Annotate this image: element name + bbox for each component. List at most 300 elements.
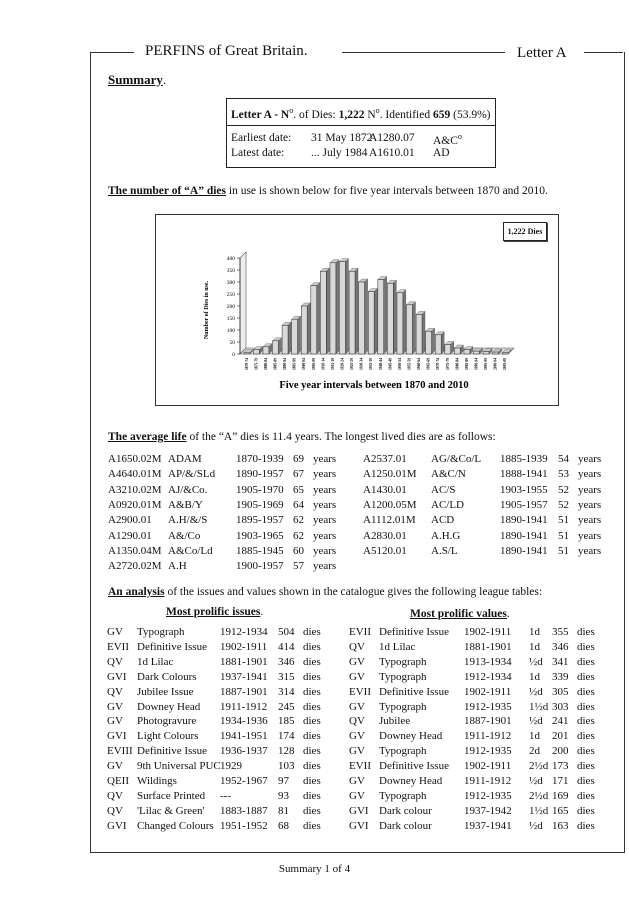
bar-chart [0,0,629,420]
longest-lived-row-yrs: 64 [293,498,304,511]
value-row-unit: dies [577,700,595,713]
avglife-intro: The average life of the “A” dies is 11.4 years. The longest lived dies are as follows: [108,431,496,443]
value-row-issue: Definitive Issue [379,626,449,638]
issue-row-issue: Photogravure [137,715,197,728]
x-tick-label: 1900-04 [302,358,307,370]
bar [349,271,355,354]
longest-lived-row-range: 1900-1957 [236,560,284,573]
x-tick-label: 1980-84 [455,358,460,370]
bar [311,286,317,354]
value-row-n: 165 [552,804,569,817]
bar [445,344,451,354]
bar [464,350,470,354]
longest-lived-row-range: 1903-1965 [236,529,284,542]
value-row-n: 201 [552,730,569,743]
longest-lived-row-die: A2830.01 [363,529,407,542]
x-tick-label: 1875-79 [254,358,259,370]
issue-row-range: 1887-1901 [220,685,268,698]
value-row-reign: GV [349,700,365,713]
latest-label: Latest date: [231,147,285,159]
longest-lived-row-yrs: 67 [293,468,304,481]
issue-row-n: 414 [278,640,295,653]
value-row-unit: dies [577,819,595,832]
issue-row-n: 346 [278,655,295,668]
issue-row-reign: GVI [107,730,127,743]
longest-lived-row-die: A1290.01 [108,529,152,542]
value-row-issue: Typograph [379,670,427,683]
longest-lived-row-unit: years [313,544,337,557]
issue-row-issue: Jubilee Issue [137,685,194,698]
value-row-val: 2½d [529,760,549,773]
issue-row-unit: dies [303,700,321,713]
earliest-die: A1280.07 [369,132,415,144]
bar-side [355,268,358,354]
value-row-reign: GV [349,655,365,668]
longest-lived-row-unit: years [578,514,602,527]
x-tick-label: 1975-79 [445,358,450,370]
longest-lived-row-range: 1905-1969 [236,498,284,511]
value-row-reign: GV [349,670,365,683]
issue-row-n: 128 [278,745,295,758]
value-row-issue: Typograph [379,700,427,713]
longest-lived-row-range: 1895-1957 [236,514,284,527]
longest-lived-row-yrs: 51 [558,529,569,542]
value-row-val: 1d [529,640,540,653]
issue-row-reign: QV [107,789,123,802]
longest-lived-row-name: AG/&Co/L [431,453,482,465]
issue-row-n: 93 [278,789,289,802]
value-row-range: 1937-1941 [464,819,512,832]
issue-row-unit: dies [303,640,321,653]
latest-code: AD [433,147,450,159]
value-row-n: 200 [552,745,569,758]
longest-lived-row-die: A5120.01 [363,544,407,557]
y-tick-label: 400 [226,256,235,262]
summary-heading: Summary. [108,72,167,87]
issue-row-n: 504 [278,626,295,638]
value-row-n: 303 [552,700,569,713]
x-tick-label: 2000-04 [493,358,498,370]
bar [359,282,365,354]
longest-lived-row-yrs: 62 [293,514,304,527]
value-row-range: 1937-1942 [464,804,512,817]
issue-row-issue: Dark Colours [137,670,197,683]
bar-side [345,259,348,354]
latest-date: ... July 1984 [311,147,368,159]
x-axis-title: Five year intervals between 1870 and 2010 [279,380,469,391]
issues-title: Most prolific issues. [166,606,264,618]
longest-lived-row-yrs: 51 [558,514,569,527]
longest-lived-row-name: A&Co/Ld [168,544,213,557]
value-row-reign: GVI [349,804,369,817]
issue-row-range: 1883-1887 [220,804,268,817]
x-tick-label: 1995-99 [484,358,489,370]
value-row-range: 1887-1901 [464,715,512,728]
value-row-reign: EVII [349,760,371,773]
longest-lived-row-unit: years [313,529,337,542]
longest-lived-row-yrs: 53 [558,468,569,481]
value-row-reign: GV [349,775,365,787]
longest-lived-row-die: A0920.01M [108,498,162,511]
longest-lived-row-range: 1890-1941 [500,514,548,527]
y-tick-label: 300 [226,280,235,286]
longest-lived-row-unit: years [578,468,602,481]
value-row-reign: GV [349,745,365,758]
value-row-n: 169 [552,789,569,802]
x-tick-label: 1925-29 [350,358,355,370]
value-row-range: 1912-1935 [464,789,512,802]
x-tick-label: 1905-09 [311,358,316,370]
earliest-label: Earliest date: [231,132,292,144]
issue-row-unit: dies [303,730,321,743]
longest-lived-row-range: 1905-1957 [500,498,548,511]
longest-lived-row-unit: years [313,483,337,496]
issue-row-reign: EVIII [107,745,133,758]
bar-side [384,277,387,354]
x-tick-label: 1920-24 [340,358,345,370]
value-row-unit: dies [577,775,595,787]
dies-badge: 1,222 Dies [503,222,547,241]
value-row-reign: EVII [349,685,371,698]
value-row-val: 1d [529,670,540,683]
longest-lived-row-range: 1890-1941 [500,529,548,542]
value-row-unit: dies [577,745,595,758]
summary-dies-line: Letter A - $N^o$. of Dies: 1,222 $N^o$. Identified 659 (53.9%) [231,106,491,121]
value-row-reign: QV [349,640,365,653]
x-tick-label: 1935-39 [369,358,374,370]
longest-lived-row-die: A3210.02M [108,483,162,496]
x-tick-label: 1870-74 [244,358,249,370]
bar [454,348,460,354]
issue-row-range: 1937-1941 [220,670,268,683]
longest-lived-row-die: A1112.01M [363,514,416,527]
value-row-issue: Typograph [379,745,427,758]
issue-row-range: 1929 [220,760,242,773]
value-row-range: 1912-1935 [464,745,512,758]
longest-lived-row-name: AC/S [431,483,456,496]
bar [474,351,480,354]
bar-side [412,302,415,354]
longest-lived-row-yrs: 65 [293,483,304,496]
issue-row-reign: QV [107,685,123,698]
longest-lived-row-die: A1250.01M [363,468,417,481]
issue-row-reign: QV [107,804,123,817]
longest-lived-row-unit: years [578,453,602,465]
longest-lived-row-range: 1905-1970 [236,483,284,496]
longest-lived-row-die: A2900.01 [108,514,152,527]
chart-side-wall [240,252,246,354]
bar-side [307,303,310,354]
longest-lived-row-unit: years [578,483,602,496]
value-row-val: 2½d [529,789,549,802]
issue-row-range: 1881-1901 [220,655,268,668]
value-row-reign: EVII [349,626,371,638]
value-row-reign: GV [349,789,365,802]
issue-row-range: 1936-1937 [220,745,268,758]
bar-side [298,316,301,354]
issue-row-n: 245 [278,700,295,713]
longest-lived-row-range: 1885-1945 [236,544,284,557]
issue-row-reign: GVI [107,670,127,683]
issue-row-n: 174 [278,730,295,743]
value-row-issue: Dark colour [379,819,432,832]
x-tick-label: 1990-94 [474,358,479,370]
value-row-unit: dies [577,789,595,802]
issue-row-reign: QEII [107,775,129,787]
bar [282,325,288,354]
value-row-issue: Dark colour [379,804,432,817]
value-row-issue: Downey Head [379,730,443,743]
issue-row-reign: QV [107,655,123,668]
bar [368,292,374,354]
issue-row-range: 1911-1912 [220,700,268,713]
bar [320,271,326,354]
value-row-range: 1911-1912 [464,775,512,787]
longest-lived-row-name: A&B/Y [168,498,203,511]
value-row-n: 173 [552,760,569,773]
value-row-range: 1902-1911 [464,626,512,638]
issue-row-unit: dies [303,804,321,817]
value-row-val: ½d [529,685,543,698]
issue-row-issue: 1d Lilac [137,655,174,668]
issue-row-issue: 'Lilac & Green' [137,804,205,817]
longest-lived-row-die: A2720.02M [108,560,162,573]
issue-row-unit: dies [303,670,321,683]
issue-row-unit: dies [303,655,321,668]
value-row-val: 1d [529,730,540,743]
value-row-reign: GV [349,730,365,743]
issue-row-issue: Surface Printed [137,789,206,802]
longest-lived-row-range: 1870-1939 [236,453,284,465]
issue-row-issue: Light Colours [137,730,199,743]
x-tick-label: 1915-19 [330,358,335,370]
longest-lived-row-unit: years [313,514,337,527]
longest-lived-row-name: A&/Co [168,529,201,542]
y-tick-label: 100 [226,328,235,334]
issue-row-unit: dies [303,745,321,758]
longest-lived-row-die: A4640.01M [108,468,162,481]
y-tick-label: 50 [229,340,235,346]
value-row-val: 1½d [529,700,549,713]
bar-side [336,260,339,354]
longest-lived-row-die: A1350.04M [108,544,162,557]
value-row-unit: dies [577,760,595,773]
issue-row-n: 68 [278,819,289,832]
longest-lived-row-unit: years [578,529,602,542]
value-row-unit: dies [577,640,595,653]
x-tick-label: 1955-59 [407,358,412,370]
longest-lived-row-die: A2537.01 [363,453,407,465]
bar-side [441,332,444,354]
longest-lived-row-name: ACD [431,514,455,527]
value-row-range: 1911-1912 [464,730,512,743]
value-row-val: 1d [529,626,540,638]
longest-lived-row-unit: years [313,468,337,481]
issue-row-range: 1952-1967 [220,775,268,787]
y-tick-label: 350 [226,268,235,274]
x-tick-label: 1960-64 [417,358,422,370]
longest-lived-row-die: A1650.02M [108,453,162,465]
latest-die: A1610.01 [369,147,415,159]
bar [435,335,441,354]
value-row-n: 305 [552,685,569,698]
issue-row-range: 1902-1911 [220,640,268,653]
value-row-unit: dies [577,804,595,817]
value-row-issue: Definitive Issue [379,685,449,698]
values-title: Most prolific values. [410,608,510,620]
issue-row-issue: Changed Colours [137,819,214,832]
x-tick-label: 1940-44 [378,358,383,370]
longest-lived-row-range: 1903-1955 [500,483,548,496]
letter-label: Letter A [517,45,567,61]
bar [426,331,432,354]
longest-lived-row-yrs: 69 [293,453,304,465]
value-row-issue: Downey Head [379,775,443,787]
x-tick-label: 1890-94 [283,358,288,370]
bar-side [326,268,329,354]
issue-row-unit: dies [303,715,321,728]
value-row-unit: dies [577,655,595,668]
value-row-range: 1902-1911 [464,685,512,698]
value-row-unit: dies [577,685,595,698]
bar-side [403,290,406,354]
value-row-val: ½d [529,775,543,787]
issue-row-unit: dies [303,819,321,832]
issue-row-n: 314 [278,685,295,698]
bar [407,305,413,354]
y-tick-label: 200 [226,304,235,310]
value-row-issue: Typograph [379,789,427,802]
bar [301,306,307,354]
longest-lived-row-name: AP/&/SLd [168,468,216,481]
value-row-n: 355 [552,626,569,638]
bar [244,353,250,354]
bar [292,319,298,354]
longest-lived-row-unit: years [313,560,337,573]
value-row-n: 341 [552,655,569,668]
bar [378,280,384,354]
issue-row-issue: Wildings [137,775,177,787]
earliest-code: $A\&C^o$ [433,132,462,147]
issue-row-unit: dies [303,626,321,638]
value-row-unit: dies [577,715,595,728]
issue-row-unit: dies [303,789,321,802]
y-axis-title: Number of Dies in use. [204,280,210,340]
issue-row-reign: GV [107,715,123,728]
longest-lived-row-name: A.S/L [431,544,458,557]
x-tick-label: 1970-74 [436,358,441,370]
x-tick-label: 1885-89 [273,358,278,370]
longest-lived-row-unit: years [313,453,337,465]
value-row-val: 2d [529,745,540,758]
longest-lived-row-name: A.H [168,560,187,573]
bar [483,352,489,354]
issue-row-unit: dies [303,775,321,787]
x-tick-label: 1910-14 [321,358,326,370]
issue-row-n: 185 [278,715,295,728]
longest-lived-row-die: A1200.05M [363,498,417,511]
y-tick-label: 250 [226,292,235,298]
value-row-unit: dies [577,670,595,683]
x-tick-label: 1965-69 [426,358,431,370]
bar [253,350,259,354]
x-tick-label: 1985-89 [464,358,469,370]
longest-lived-row-yrs: 57 [293,560,304,573]
longest-lived-row-name: ADAM [168,453,202,465]
value-row-issue: Definitive Issue [379,760,449,773]
value-row-n: 241 [552,715,569,728]
value-row-n: 339 [552,670,569,683]
earliest-date: 31 May 1872 [311,132,373,144]
issue-row-n: 97 [278,775,289,787]
bar-side [393,280,396,354]
issue-row-reign: GV [107,626,123,638]
longest-lived-row-unit: years [313,498,337,511]
value-row-range: 1902-1911 [464,760,512,773]
issue-row-reign: EVII [107,640,129,653]
analysis-intro: An analysis of the issues and values shown in the catalogue gives the following league tables: [108,586,543,598]
x-tick-label: 1895-99 [292,358,297,370]
bar-side [422,311,425,354]
value-row-val: ½d [529,715,543,728]
longest-lived-row-unit: years [578,544,602,557]
issue-row-range: 1934-1936 [220,715,268,728]
value-row-issue: Jubilee [379,715,411,728]
issue-row-range: 1941-1951 [220,730,268,743]
longest-lived-row-name: A.H/&/S [168,514,208,527]
longest-lived-row-range: 1885-1939 [500,453,548,465]
issue-row-issue: 9th Universal PUC [137,760,221,773]
bar [416,314,422,354]
value-row-n: 171 [552,775,569,787]
value-row-range: 1912-1935 [464,700,512,713]
bar [493,352,499,354]
longest-lived-row-unit: years [578,498,602,511]
bar [502,353,508,354]
x-tick-label: 1950-54 [397,358,402,370]
issue-row-unit: dies [303,760,321,773]
longest-lived-row-yrs: 52 [558,483,569,496]
x-tick-label: 2005-09 [503,358,508,370]
issue-row-issue: Typograph [137,626,185,638]
issue-row-n: 81 [278,804,289,817]
issue-row-range: 1951-1952 [220,819,268,832]
value-row-n: 346 [552,640,569,653]
issue-row-reign: GVI [107,819,127,832]
longest-lived-row-yrs: 60 [293,544,304,557]
value-row-reign: QV [349,715,365,728]
bar [397,293,403,354]
longest-lived-row-yrs: 54 [558,453,569,465]
y-tick-label: 0 [232,352,235,358]
bar-side [317,283,320,354]
issue-row-issue: Definitive Issue [137,640,207,653]
bar-side [288,322,291,354]
longest-lived-row-die: A1430.01 [363,483,407,496]
value-row-val: 1½d [529,804,549,817]
issue-row-n: 103 [278,760,295,773]
value-row-unit: dies [577,730,595,743]
bar [330,263,336,354]
x-tick-label: 1930-34 [359,358,364,370]
issue-row-issue: Downey Head [137,700,201,713]
longest-lived-row-range: 1890-1957 [236,468,284,481]
issue-row-range: --- [220,789,231,802]
value-row-range: 1881-1901 [464,640,512,653]
value-row-reign: GVI [349,819,369,832]
bar-side [432,328,435,354]
value-row-issue: 1d Lilac [379,640,416,653]
